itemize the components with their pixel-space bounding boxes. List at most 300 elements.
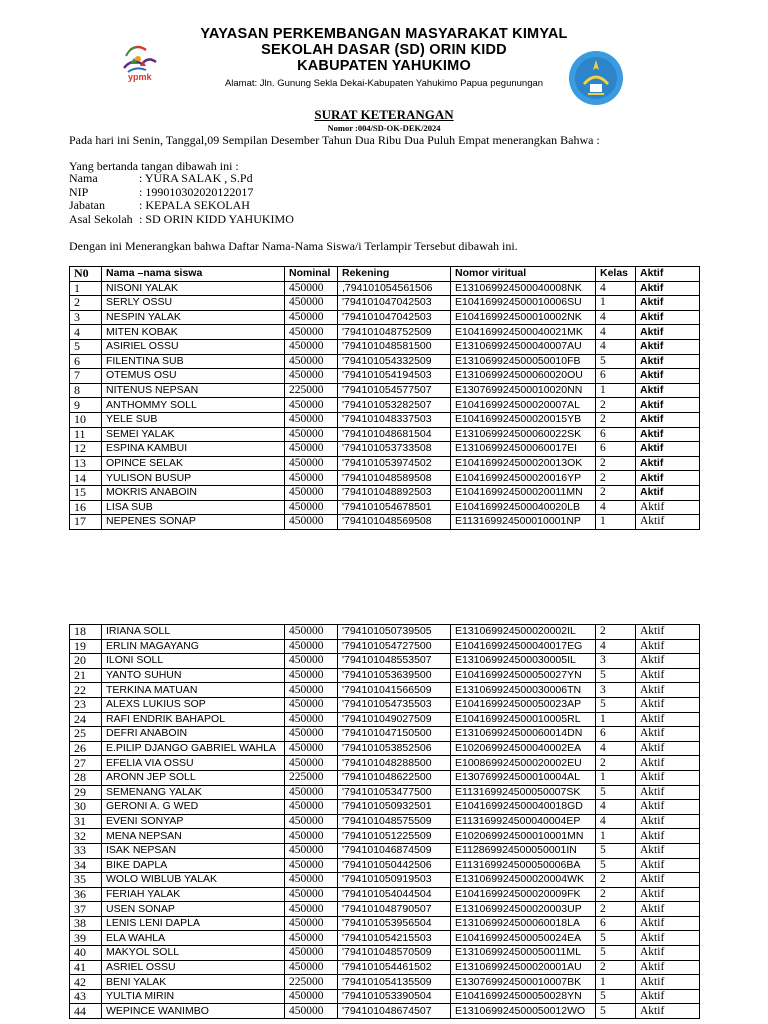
cell-name: DEFRI ANABOIN — [102, 727, 285, 742]
cell-no: 15 — [70, 485, 102, 500]
cell-rekening: '794101041566509 — [338, 683, 451, 698]
field-row-name — [69, 172, 294, 186]
cell-virtual: E131069924500020002IL — [451, 625, 596, 640]
cell-no: 35 — [70, 873, 102, 888]
cell-name: ASRIEL OSSU — [102, 960, 285, 975]
cell-name: BIKE DAPLA — [102, 858, 285, 873]
cell-status: Aktif — [636, 654, 700, 669]
ypmk-logo-text: ypmk — [128, 72, 152, 82]
cell-kelas: 6 — [596, 369, 636, 384]
cell-rekening: '794101053390504 — [338, 989, 451, 1004]
cell-no: 44 — [70, 1004, 102, 1019]
cell-name: GERONI A. G WED — [102, 800, 285, 815]
cell-nominal: 450000 — [285, 873, 338, 888]
cell-rekening: '794101053733508 — [338, 442, 451, 457]
cell-no: 19 — [70, 639, 102, 654]
cell-virtual: E131069924500040008NK — [451, 281, 596, 296]
cell-no: 22 — [70, 683, 102, 698]
cell-kelas: 2 — [596, 625, 636, 640]
cell-virtual: E102069924500040002EA — [451, 741, 596, 756]
cell-status: Aktif — [636, 727, 700, 742]
cell-status: Aktif — [636, 456, 700, 471]
cell-no: 4 — [70, 325, 102, 340]
cell-kelas: 5 — [596, 668, 636, 683]
cell-name: ARONN JEP SOLL — [102, 770, 285, 785]
cell-no: 42 — [70, 975, 102, 990]
cell-rekening: '794101054461502 — [338, 960, 451, 975]
cell-name: NESPIN YALAK — [102, 310, 285, 325]
cell-nominal: 450000 — [285, 654, 338, 669]
cell-nominal: 450000 — [285, 515, 338, 530]
signer-intro: Yang bertanda tangan dibawah ini : — [69, 159, 239, 173]
table-row — [70, 398, 700, 413]
cell-rekening: '794101051225509 — [338, 829, 451, 844]
cell-nominal: 450000 — [285, 756, 338, 771]
cell-virtual: E104169924500010006SU — [451, 296, 596, 311]
cell-name: EFELIA VIA OSSU — [102, 756, 285, 771]
cell-kelas: 2 — [596, 756, 636, 771]
field-value: : KEPALA SEKOLAH — [139, 198, 250, 212]
cell-virtual: E131069924500020004WK — [451, 873, 596, 888]
cell-nominal: 450000 — [285, 427, 338, 442]
cell-rekening: '794101048790507 — [338, 902, 451, 917]
cell-rekening: '794101047042503 — [338, 310, 451, 325]
cell-kelas: 5 — [596, 1004, 636, 1019]
table-row — [70, 500, 700, 515]
cell-kelas: 1 — [596, 712, 636, 727]
cell-no: 27 — [70, 756, 102, 771]
cell-virtual: E131069924500040007AU — [451, 339, 596, 354]
cell-status: Aktif — [636, 310, 700, 325]
cell-rekening: '794101054194503 — [338, 369, 451, 384]
cell-status: Aktif — [636, 683, 700, 698]
cell-name: ANTHOMMY SOLL — [102, 398, 285, 413]
letterhead-text — [180, 26, 588, 90]
cell-status: Aktif — [636, 843, 700, 858]
cell-no: 26 — [70, 741, 102, 756]
table-row — [70, 1004, 700, 1019]
cell-name: MENA NEPSAN — [102, 829, 285, 844]
cell-rekening: '794101053974502 — [338, 456, 451, 471]
cell-no: 28 — [70, 770, 102, 785]
cell-no: 23 — [70, 697, 102, 712]
cell-status: Aktif — [636, 814, 700, 829]
cell-virtual: E113169924500040004EP — [451, 814, 596, 829]
table-row — [70, 989, 700, 1004]
cell-nominal: 450000 — [285, 485, 338, 500]
header-name: Nama –nama siswa — [102, 267, 285, 282]
cell-no: 14 — [70, 471, 102, 486]
cell-kelas: 2 — [596, 902, 636, 917]
cell-no: 40 — [70, 946, 102, 961]
cell-status: Aktif — [636, 398, 700, 413]
cell-nominal: 225000 — [285, 770, 338, 785]
cell-virtual: E104169924500050023AP — [451, 697, 596, 712]
cell-name: LENIS LENI DAPLA — [102, 916, 285, 931]
field-row-nip — [69, 186, 294, 200]
cell-no: 32 — [70, 829, 102, 844]
cell-no: 5 — [70, 339, 102, 354]
cell-virtual: E131069924500050011ML — [451, 946, 596, 961]
cell-kelas: 1 — [596, 296, 636, 311]
cell-status: Aktif — [636, 887, 700, 902]
cell-name: TERKINA MATUAN — [102, 683, 285, 698]
student-table-part2 — [69, 624, 700, 1019]
table-header-row — [70, 267, 700, 282]
cell-no: 9 — [70, 398, 102, 413]
cell-kelas: 1 — [596, 515, 636, 530]
cell-nominal: 225000 — [285, 975, 338, 990]
cell-nominal: 450000 — [285, 639, 338, 654]
table-row — [70, 625, 700, 640]
cell-rekening: ,794101054561506 — [338, 281, 451, 296]
cell-rekening: '794101053852506 — [338, 741, 451, 756]
cell-no: 25 — [70, 727, 102, 742]
cell-status: Aktif — [636, 873, 700, 888]
cell-kelas: 2 — [596, 485, 636, 500]
cell-status: Aktif — [636, 639, 700, 654]
statement-text: Dengan ini Menerangkan bahwa Daftar Nama-Nama Siswa/i Terlampir Tersebut dibawah ini. — [69, 239, 518, 253]
cell-rekening: '794101048681504 — [338, 427, 451, 442]
cell-nominal: 450000 — [285, 712, 338, 727]
cell-no: 18 — [70, 625, 102, 640]
cell-rekening: '794101047150500 — [338, 727, 451, 742]
cell-kelas: 5 — [596, 785, 636, 800]
cell-name: SEMEI YALAK — [102, 427, 285, 442]
cell-rekening: '794101054735503 — [338, 697, 451, 712]
cell-virtual: E104169924500050024EA — [451, 931, 596, 946]
cell-status: Aktif — [636, 697, 700, 712]
table-row — [70, 654, 700, 669]
table-row — [70, 325, 700, 340]
cell-nominal: 450000 — [285, 471, 338, 486]
cell-rekening: '794101054332509 — [338, 354, 451, 369]
cell-virtual: E104169924500040018GD — [451, 800, 596, 815]
cell-virtual: E102069924500010001MN — [451, 829, 596, 844]
letter-title: SURAT KETERANGAN — [314, 107, 454, 122]
table-row — [70, 902, 700, 917]
cell-status: Aktif — [636, 756, 700, 771]
cell-no: 2 — [70, 296, 102, 311]
cell-kelas: 5 — [596, 989, 636, 1004]
cell-name: ALEXS LUKIUS SOP — [102, 697, 285, 712]
table-row — [70, 668, 700, 683]
cell-no: 16 — [70, 500, 102, 515]
cell-name: ERLIN MAGAYANG — [102, 639, 285, 654]
cell-name: YULTIA MIRIN — [102, 989, 285, 1004]
cell-no: 10 — [70, 412, 102, 427]
tut-wuri-handayani-emblem-icon — [568, 50, 624, 106]
field-label: Jabatan — [69, 198, 105, 212]
cell-status: Aktif — [636, 296, 700, 311]
cell-no: 31 — [70, 814, 102, 829]
cell-nominal: 450000 — [285, 412, 338, 427]
cell-nominal: 450000 — [285, 887, 338, 902]
cell-nominal: 450000 — [285, 946, 338, 961]
cell-kelas: 2 — [596, 412, 636, 427]
cell-status: Aktif — [636, 1004, 700, 1019]
cell-rekening: '794101050919503 — [338, 873, 451, 888]
cell-nominal: 450000 — [285, 500, 338, 515]
cell-name: EVENI SONYAP — [102, 814, 285, 829]
table-row — [70, 471, 700, 486]
table-row — [70, 785, 700, 800]
cell-no: 8 — [70, 383, 102, 398]
cell-status: Aktif — [636, 960, 700, 975]
cell-status: Aktif — [636, 427, 700, 442]
foundation-name: YAYASAN PERKEMBANGAN MASYARAKAT KIMYAL — [200, 26, 568, 42]
header-virtual: Nomor viritual — [451, 267, 596, 282]
cell-kelas: 2 — [596, 873, 636, 888]
cell-rekening: '794101048674507 — [338, 1004, 451, 1019]
cell-no: 33 — [70, 843, 102, 858]
table-row — [70, 727, 700, 742]
table-row — [70, 946, 700, 961]
student-rows-part2 — [70, 625, 700, 1019]
cell-virtual: E131069924500020001AU — [451, 960, 596, 975]
cell-kelas: 3 — [596, 654, 636, 669]
cell-kelas: 6 — [596, 916, 636, 931]
cell-nominal: 225000 — [285, 383, 338, 398]
cell-rekening: '794101048569508 — [338, 515, 451, 530]
cell-no: 43 — [70, 989, 102, 1004]
cell-kelas: 3 — [596, 683, 636, 698]
cell-status: Aktif — [636, 989, 700, 1004]
cell-status: Aktif — [636, 785, 700, 800]
cell-virtual: E104169924500020013OK — [451, 456, 596, 471]
cell-nominal: 450000 — [285, 325, 338, 340]
cell-name: WEPINCE WANIMBO — [102, 1004, 285, 1019]
cell-kelas: 4 — [596, 310, 636, 325]
cell-no: 6 — [70, 354, 102, 369]
cell-kelas: 1 — [596, 975, 636, 990]
cell-name: ELA WAHLA — [102, 931, 285, 946]
cell-kelas: 5 — [596, 354, 636, 369]
cell-status: Aktif — [636, 975, 700, 990]
field-value: : YURA SALAK , S.Pd — [139, 171, 253, 185]
table-row — [70, 339, 700, 354]
cell-no: 29 — [70, 785, 102, 800]
cell-virtual: E131069924500020003UP — [451, 902, 596, 917]
table-row — [70, 515, 700, 530]
field-row-position — [69, 199, 294, 213]
cell-rekening: '794101048589508 — [338, 471, 451, 486]
school-name: SEKOLAH DASAR (SD) ORIN KIDD — [261, 42, 507, 58]
cell-status: Aktif — [636, 858, 700, 873]
cell-status: Aktif — [636, 770, 700, 785]
cell-virtual: E104169924500020011MN — [451, 485, 596, 500]
cell-kelas: 5 — [596, 946, 636, 961]
cell-name: YANTO SUHUN — [102, 668, 285, 683]
field-label: NIP — [69, 184, 89, 199]
table-row — [70, 485, 700, 500]
cell-kelas: 2 — [596, 887, 636, 902]
cell-virtual: E104169924500020007AL — [451, 398, 596, 413]
cell-status: Aktif — [636, 281, 700, 296]
cell-no: 11 — [70, 427, 102, 442]
cell-name: FILENTINA SUB — [102, 354, 285, 369]
cell-virtual: E104169924500050027YN — [451, 668, 596, 683]
cell-virtual: E113169924500010001NP — [451, 515, 596, 530]
cell-no: 3 — [70, 310, 102, 325]
cell-no: 38 — [70, 916, 102, 931]
cell-name: MOKRIS ANABOIN — [102, 485, 285, 500]
cell-status: Aktif — [636, 916, 700, 931]
cell-status: Aktif — [636, 442, 700, 457]
cell-virtual: E131069924500050010FB — [451, 354, 596, 369]
cell-status: Aktif — [636, 668, 700, 683]
cell-name: SEMENANG YALAK — [102, 785, 285, 800]
cell-virtual: E104169924500020015YB — [451, 412, 596, 427]
cell-kelas: 5 — [596, 843, 636, 858]
cell-nominal: 450000 — [285, 858, 338, 873]
cell-status: Aktif — [636, 800, 700, 815]
cell-rekening: '794101054727500 — [338, 639, 451, 654]
cell-name: YULISON BUSUP — [102, 471, 285, 486]
cell-kelas: 4 — [596, 325, 636, 340]
cell-virtual: E104169924500020009FK — [451, 887, 596, 902]
header-no: N0 — [70, 267, 102, 282]
table-row — [70, 697, 700, 712]
table-row — [70, 296, 700, 311]
cell-no: 39 — [70, 931, 102, 946]
cell-no: 36 — [70, 887, 102, 902]
cell-rekening: '794101050739505 — [338, 625, 451, 640]
cell-rekening: '794101053956504 — [338, 916, 451, 931]
cell-virtual: E112869924500050001IN — [451, 843, 596, 858]
cell-status: Aktif — [636, 354, 700, 369]
header-status: Aktif — [636, 267, 700, 282]
cell-status: Aktif — [636, 369, 700, 384]
cell-name: MITEN KOBAK — [102, 325, 285, 340]
cell-name: ILONI SOLL — [102, 654, 285, 669]
cell-name: RAFI ENDRIK BAHAPOL — [102, 712, 285, 727]
cell-virtual: E131069924500060022SK — [451, 427, 596, 442]
cell-nominal: 450000 — [285, 281, 338, 296]
cell-nominal: 450000 — [285, 727, 338, 742]
table-row — [70, 756, 700, 771]
cell-status: Aktif — [636, 412, 700, 427]
cell-nominal: 450000 — [285, 960, 338, 975]
cell-no: 41 — [70, 960, 102, 975]
cell-status: Aktif — [636, 741, 700, 756]
cell-kelas: 2 — [596, 398, 636, 413]
cell-name: NEPENES SONAP — [102, 515, 285, 530]
signer-fields — [69, 172, 294, 226]
cell-nominal: 450000 — [285, 843, 338, 858]
table-row — [70, 800, 700, 815]
cell-nominal: 450000 — [285, 668, 338, 683]
cell-nominal: 450000 — [285, 697, 338, 712]
cell-no: 13 — [70, 456, 102, 471]
header-kelas: Kelas — [596, 267, 636, 282]
table-row — [70, 829, 700, 844]
cell-rekening: '794101050442506 — [338, 858, 451, 873]
field-row-school — [69, 213, 294, 227]
table-row — [70, 814, 700, 829]
cell-nominal: 450000 — [285, 989, 338, 1004]
cell-name: YELE SUB — [102, 412, 285, 427]
table-row — [70, 873, 700, 888]
letterhead — [0, 26, 768, 96]
header-rekening: Rekening — [338, 267, 451, 282]
cell-rekening: '794101048553507 — [338, 654, 451, 669]
cell-name: OTEMUS OSU — [102, 369, 285, 384]
cell-virtual: E131069924500060017EI — [451, 442, 596, 457]
cell-rekening: '794101047042503 — [338, 296, 451, 311]
cell-rekening: '794101048622500 — [338, 770, 451, 785]
cell-name: NISONI YALAK — [102, 281, 285, 296]
cell-virtual: E104169924500020016YP — [451, 471, 596, 486]
header-nominal: Nominal — [285, 267, 338, 282]
cell-status: Aktif — [636, 485, 700, 500]
cell-nominal: 450000 — [285, 339, 338, 354]
table-row — [70, 770, 700, 785]
cell-virtual: E131069924500030005IL — [451, 654, 596, 669]
cell-virtual: E131069924500060020OU — [451, 369, 596, 384]
cell-virtual: E104169924500010002NK — [451, 310, 596, 325]
cell-no: 1 — [70, 281, 102, 296]
cell-nominal: 450000 — [285, 456, 338, 471]
cell-rekening: '794101048892503 — [338, 485, 451, 500]
cell-virtual: E131069924500060018LA — [451, 916, 596, 931]
table-row — [70, 916, 700, 931]
cell-rekening: '794101054577507 — [338, 383, 451, 398]
cell-rekening: '794101048288500 — [338, 756, 451, 771]
cell-virtual: E104169924500010005RL — [451, 712, 596, 727]
table-row — [70, 456, 700, 471]
student-rows-part1 — [70, 281, 700, 529]
cell-name: FERIAH YALAK — [102, 887, 285, 902]
cell-kelas: 6 — [596, 727, 636, 742]
cell-virtual: E104169924500040020LB — [451, 500, 596, 515]
cell-kelas: 4 — [596, 500, 636, 515]
cell-name: OPINCE SELAK — [102, 456, 285, 471]
cell-nominal: 450000 — [285, 683, 338, 698]
table-row — [70, 931, 700, 946]
cell-status: Aktif — [636, 325, 700, 340]
cell-rekening: '794101053639500 — [338, 668, 451, 683]
cell-name: ISAK NEPSAN — [102, 843, 285, 858]
cell-status: Aktif — [636, 931, 700, 946]
cell-kelas: 4 — [596, 741, 636, 756]
cell-name: USEN SONAP — [102, 902, 285, 917]
cell-nominal: 450000 — [285, 902, 338, 917]
cell-nominal: 450000 — [285, 625, 338, 640]
cell-kelas: 2 — [596, 456, 636, 471]
tut-wuri-handayani-emblem — [568, 50, 624, 106]
cell-kelas: 2 — [596, 960, 636, 975]
cell-nominal: 450000 — [285, 398, 338, 413]
table-row — [70, 887, 700, 902]
table-row — [70, 960, 700, 975]
field-label: Asal Sekolah — [69, 211, 133, 226]
cell-kelas: 5 — [596, 697, 636, 712]
cell-name: LISA SUB — [102, 500, 285, 515]
table-row — [70, 712, 700, 727]
table-row — [70, 369, 700, 384]
cell-status: Aktif — [636, 712, 700, 727]
table-row — [70, 843, 700, 858]
cell-virtual: E130769924500010004AL — [451, 770, 596, 785]
cell-nominal: 450000 — [285, 916, 338, 931]
cell-nominal: 450000 — [285, 296, 338, 311]
cell-no: 24 — [70, 712, 102, 727]
cell-kelas: 1 — [596, 770, 636, 785]
cell-kelas: 5 — [596, 858, 636, 873]
cell-rekening: '794101049027509 — [338, 712, 451, 727]
cell-nominal: 450000 — [285, 829, 338, 844]
